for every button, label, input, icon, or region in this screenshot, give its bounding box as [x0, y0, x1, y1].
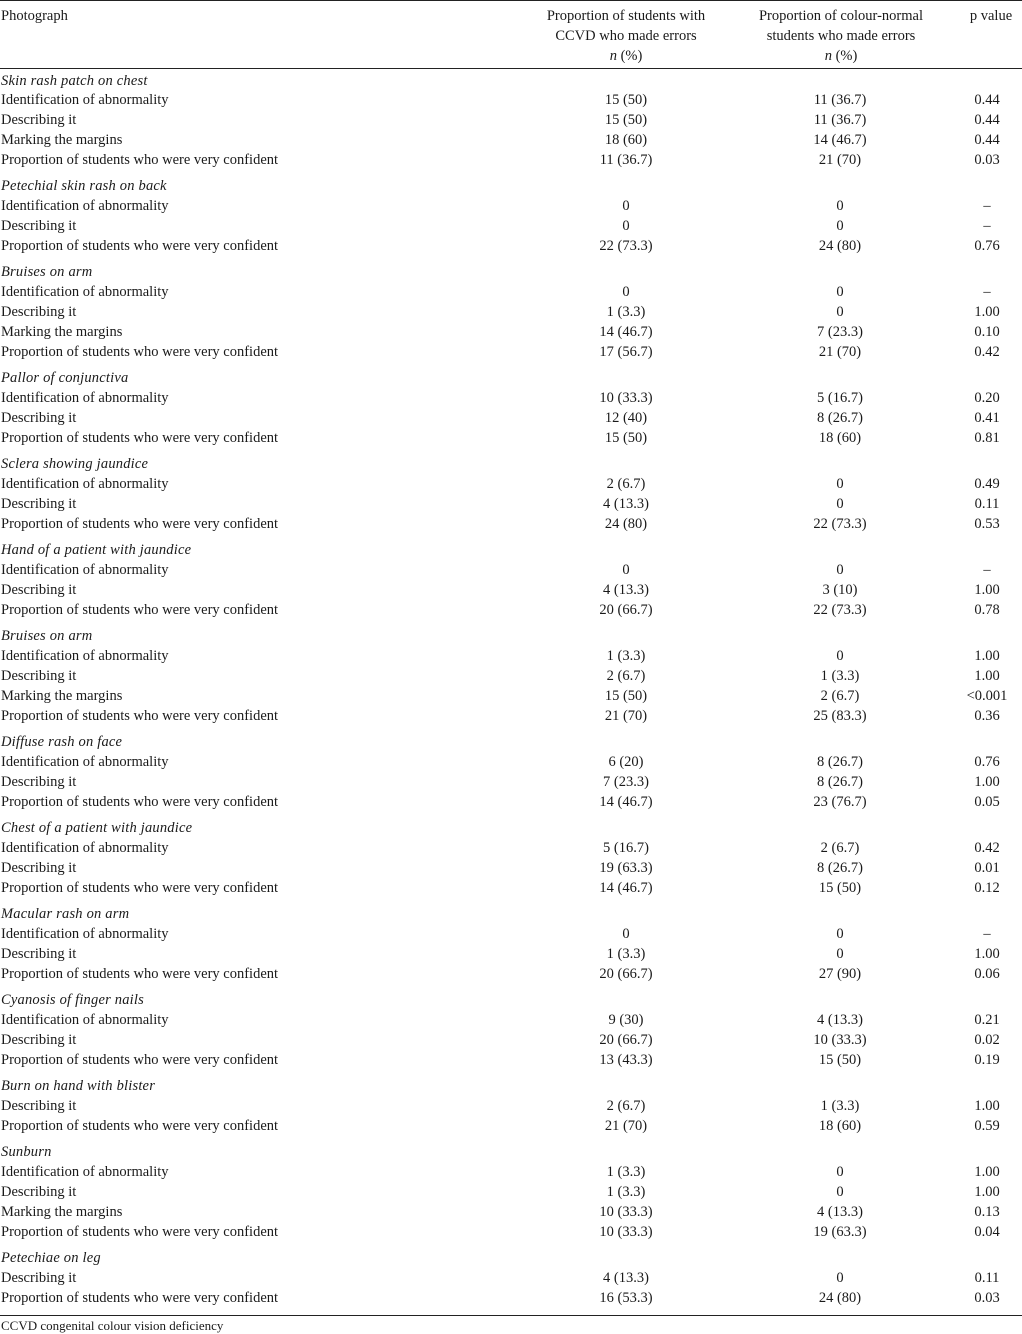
ccvd-errors-cell: 12 (40): [604, 410, 648, 426]
p-value-cell: 0.21: [974, 1012, 1000, 1028]
normal-errors-cell: 23 (76.7): [813, 794, 867, 810]
group-heading: Hand of a patient with jaundice: [1, 542, 192, 558]
p-value-cell: <0.001: [966, 688, 1008, 704]
normal-errors-cell: 19 (63.3): [813, 1224, 867, 1240]
row-measure-label: Proportion of students who were very confident: [1, 1290, 279, 1306]
table-row: [0, 408, 1022, 428]
group-heading: Skin rash patch on chest: [1, 73, 148, 89]
normal-errors-cell: 18 (60): [818, 1118, 862, 1134]
ccvd-errors-cell: 19 (63.3): [599, 860, 653, 876]
header-ccvd-unit: [514, 46, 738, 66]
ccvd-errors-cell: 15 (50): [604, 688, 648, 704]
ccvd-errors-cell: 10 (33.3): [599, 1224, 653, 1240]
row-measure-label: Proportion of students who were very confident: [1, 602, 279, 618]
row-measure-label: Identification of abnormality: [1, 562, 169, 578]
ccvd-errors-cell: 14 (46.7): [599, 794, 653, 810]
table-row: [0, 342, 1022, 362]
table-row: [0, 646, 1022, 666]
normal-errors-cell: 11 (36.7): [813, 112, 867, 128]
table-row: [0, 858, 1022, 878]
table-row: [0, 216, 1022, 236]
group-heading: Bruises on arm: [1, 264, 93, 280]
row-measure-label: Proportion of students who were very confident: [1, 430, 279, 446]
ccvd-errors-cell: 1 (3.3): [606, 1164, 646, 1180]
table-row: [0, 1288, 1022, 1308]
p-value-cell: 0.05: [974, 794, 1000, 810]
normal-errors-cell: 0: [836, 1270, 844, 1286]
header-ccvd-line-2: CCVD who made errors: [555, 28, 697, 44]
normal-errors-cell: 1 (3.3): [820, 668, 860, 684]
group-heading-row: [0, 454, 1022, 474]
normal-errors-cell: 8 (26.7): [817, 754, 863, 770]
row-measure-label: Proportion of students who were very confident: [1, 238, 279, 254]
p-value-cell: –: [983, 218, 991, 234]
header-ccvd-errors: [514, 6, 738, 66]
p-value-cell: 1.00: [974, 582, 1000, 598]
normal-errors-cell: 0: [836, 476, 844, 492]
ccvd-errors-cell: 0: [622, 926, 630, 942]
p-value-cell: –: [983, 562, 991, 578]
ccvd-errors-cell: 1 (3.3): [606, 1184, 646, 1200]
ccvd-errors-cell: 7 (23.3): [603, 774, 649, 790]
table-row: [0, 944, 1022, 964]
table-row: [0, 514, 1022, 534]
table-row: [0, 792, 1022, 812]
p-value-cell: 1.00: [974, 668, 1000, 684]
table-row: [0, 1162, 1022, 1182]
group-heading-row: [0, 72, 1022, 90]
normal-errors-cell: 0: [836, 284, 844, 300]
p-value-cell: 0.03: [974, 1290, 1000, 1306]
table-row: [0, 772, 1022, 792]
header-photograph: [1, 6, 68, 26]
ccvd-errors-cell: 2 (6.7): [606, 668, 646, 684]
normal-errors-cell: 4 (13.3): [817, 1204, 863, 1220]
group-heading-row: [0, 1076, 1022, 1096]
group-heading: Petechial skin rash on back: [1, 178, 167, 194]
normal-errors-cell: 0: [836, 1164, 844, 1180]
table-row: [0, 110, 1022, 130]
ccvd-errors-cell: 1 (3.3): [606, 946, 646, 962]
row-measure-label: Identification of abnormality: [1, 1164, 169, 1180]
ccvd-errors-cell: 10 (33.3): [599, 390, 653, 406]
p-value-cell: –: [983, 198, 991, 214]
ccvd-errors-cell: 15 (50): [604, 112, 648, 128]
row-measure-label: Marking the margins: [1, 324, 123, 340]
p-value-cell: 0.19: [974, 1052, 1000, 1068]
row-measure-label: Identification of abnormality: [1, 284, 169, 300]
table-row: [0, 302, 1022, 322]
ccvd-errors-cell: 18 (60): [604, 132, 648, 148]
group-heading-row: [0, 818, 1022, 838]
p-value-cell: 0.12: [974, 880, 1000, 896]
table-row: [0, 474, 1022, 494]
ccvd-errors-cell: 4 (13.3): [603, 496, 649, 512]
ccvd-errors-cell: 15 (50): [604, 92, 648, 108]
group-heading-row: [0, 1248, 1022, 1268]
table-row: [0, 388, 1022, 408]
p-value-cell: 1.00: [974, 1164, 1000, 1180]
ccvd-errors-cell: 13 (43.3): [599, 1052, 653, 1068]
normal-errors-cell: 7 (23.3): [817, 324, 863, 340]
p-value-cell: 0.36: [974, 708, 1000, 724]
normal-errors-cell: 15 (50): [818, 880, 862, 896]
row-measure-label: Proportion of students who were very confident: [1, 1224, 279, 1240]
table-row: [0, 580, 1022, 600]
table-row: [0, 1010, 1022, 1030]
row-measure-label: Describing it: [1, 218, 77, 234]
p-value-cell: 0.10: [974, 324, 1000, 340]
row-measure-label: Identification of abnormality: [1, 1012, 169, 1028]
table-row: [0, 196, 1022, 216]
group-heading-row: [0, 904, 1022, 924]
p-value-cell: 1.00: [974, 648, 1000, 664]
row-measure-label: Identification of abnormality: [1, 754, 169, 770]
p-value-cell: 0.04: [974, 1224, 1000, 1240]
normal-errors-cell: 10 (33.3): [813, 1032, 867, 1048]
p-value-cell: 0.59: [974, 1118, 1000, 1134]
header-normal-unit: [730, 46, 952, 66]
ccvd-errors-cell: 2 (6.7): [606, 1098, 646, 1114]
p-value-cell: 1.00: [974, 304, 1000, 320]
table-row: [0, 236, 1022, 256]
row-measure-label: Describing it: [1, 1270, 77, 1286]
normal-errors-cell: 3 (10): [822, 582, 858, 598]
p-value-cell: 0.78: [974, 602, 1000, 618]
table-row: [0, 1030, 1022, 1050]
ccvd-errors-cell: 20 (66.7): [599, 966, 653, 982]
ccvd-errors-cell: 20 (66.7): [599, 602, 653, 618]
table-footnote: CCVD congenital colour vision deficiency: [1, 1318, 224, 1333]
header-normal-errors: [730, 6, 952, 66]
row-measure-label: Describing it: [1, 668, 77, 684]
p-value-cell: 0.44: [974, 132, 1000, 148]
p-value-cell: 1.00: [974, 946, 1000, 962]
group-heading: Bruises on arm: [1, 628, 93, 644]
ccvd-errors-cell: 0: [622, 218, 630, 234]
group-heading: Diffuse rash on face: [1, 734, 123, 750]
table-row: [0, 130, 1022, 150]
row-measure-label: Identification of abnormality: [1, 648, 169, 664]
header-p-value: [960, 6, 1022, 26]
normal-errors-cell: 15 (50): [818, 1052, 862, 1068]
p-value-cell: 1.00: [974, 774, 1000, 790]
ccvd-errors-cell: 1 (3.3): [606, 304, 646, 320]
ccvd-errors-cell: 11 (36.7): [599, 152, 653, 168]
row-measure-label: Proportion of students who were very confident: [1, 794, 279, 810]
normal-errors-cell: 4 (13.3): [817, 1012, 863, 1028]
ccvd-errors-cell: 14 (46.7): [599, 880, 653, 896]
table-row: [0, 150, 1022, 170]
table-row: [0, 838, 1022, 858]
row-measure-label: Marking the margins: [1, 688, 123, 704]
table-row: [0, 666, 1022, 686]
group-heading: Chest of a patient with jaundice: [1, 820, 193, 836]
p-value-cell: –: [983, 284, 991, 300]
p-value-cell: 0.01: [974, 860, 1000, 876]
row-measure-label: Describing it: [1, 1098, 77, 1114]
p-value-cell: 0.49: [974, 476, 1000, 492]
p-value-cell: 0.02: [974, 1032, 1000, 1048]
table-row: [0, 322, 1022, 342]
table-row: [0, 752, 1022, 772]
table-row: [0, 686, 1022, 706]
table-row: [0, 494, 1022, 514]
row-measure-label: Describing it: [1, 1184, 77, 1200]
normal-errors-cell: 21 (70): [818, 152, 862, 168]
ccvd-errors-cell: 0: [622, 198, 630, 214]
normal-errors-cell: 22 (73.3): [813, 516, 867, 532]
table-row: [0, 428, 1022, 448]
row-measure-label: Identification of abnormality: [1, 926, 169, 942]
row-measure-label: Describing it: [1, 860, 77, 876]
p-value-cell: 0.44: [974, 92, 1000, 108]
row-measure-label: Identification of abnormality: [1, 92, 169, 108]
row-measure-label: Describing it: [1, 582, 77, 598]
table-row: [0, 1268, 1022, 1288]
group-heading-row: [0, 1142, 1022, 1162]
normal-errors-cell: 1 (3.3): [820, 1098, 860, 1114]
normal-errors-cell: 21 (70): [818, 344, 862, 360]
row-measure-label: Identification of abnormality: [1, 390, 169, 406]
p-value-cell: 0.44: [974, 112, 1000, 128]
group-heading-row: [0, 176, 1022, 196]
table-row: [0, 1222, 1022, 1242]
row-measure-label: Identification of abnormality: [1, 198, 169, 214]
normal-errors-cell: 2 (6.7): [820, 688, 860, 704]
group-heading: Sclera showing jaundice: [1, 456, 149, 472]
header-normal-n: n: [824, 48, 832, 64]
table-row: [0, 600, 1022, 620]
group-heading-row: [0, 990, 1022, 1010]
normal-errors-cell: 27 (90): [818, 966, 862, 982]
row-measure-label: Marking the margins: [1, 132, 123, 148]
p-value-cell: 0.41: [974, 410, 1000, 426]
normal-errors-cell: 8 (26.7): [817, 774, 863, 790]
ccvd-errors-cell: 21 (70): [604, 708, 648, 724]
p-value-cell: 0.13: [974, 1204, 1000, 1220]
table-body: [0, 72, 1022, 1308]
table-header-rule: [0, 68, 1022, 69]
table-header: [0, 6, 1022, 66]
table-row: [0, 1096, 1022, 1116]
table-row: [0, 1202, 1022, 1222]
normal-errors-cell: 0: [836, 648, 844, 664]
normal-errors-cell: 2 (6.7): [820, 840, 860, 856]
group-heading: Petechiae on leg: [1, 1250, 101, 1266]
table-row: [0, 90, 1022, 110]
row-measure-label: Identification of abnormality: [1, 476, 169, 492]
row-measure-label: Proportion of students who were very confident: [1, 344, 279, 360]
row-measure-label: Proportion of students who were very confident: [1, 880, 279, 896]
normal-errors-cell: 0: [836, 1184, 844, 1200]
group-heading: Pallor of conjunctiva: [1, 370, 129, 386]
normal-errors-cell: 22 (73.3): [813, 602, 867, 618]
group-heading: Burn on hand with blister: [1, 1078, 156, 1094]
normal-errors-cell: 24 (80): [818, 1290, 862, 1306]
row-measure-label: Marking the margins: [1, 1204, 123, 1220]
row-measure-label: Proportion of students who were very confident: [1, 516, 279, 532]
table-row: [0, 1182, 1022, 1202]
p-value-cell: 0.20: [974, 390, 1000, 406]
table-row: [0, 560, 1022, 580]
ccvd-errors-cell: 17 (56.7): [599, 344, 653, 360]
table-row: [0, 924, 1022, 944]
ccvd-errors-cell: 20 (66.7): [599, 1032, 653, 1048]
ccvd-errors-cell: 9 (30): [608, 1012, 644, 1028]
row-measure-label: Describing it: [1, 112, 77, 128]
ccvd-errors-cell: 0: [622, 562, 630, 578]
header-normal-line-2: students who made errors: [766, 28, 916, 44]
ccvd-errors-cell: 0: [622, 284, 630, 300]
normal-errors-cell: 24 (80): [818, 238, 862, 254]
table-row: [0, 706, 1022, 726]
group-heading: Macular rash on arm: [1, 906, 130, 922]
p-value-cell: 0.11: [974, 496, 1000, 512]
normal-errors-cell: 0: [836, 198, 844, 214]
normal-errors-cell: 0: [836, 946, 844, 962]
row-measure-label: Describing it: [1, 410, 77, 426]
normal-errors-cell: 14 (46.7): [813, 132, 867, 148]
normal-errors-cell: 0: [836, 304, 844, 320]
ccvd-errors-cell: 10 (33.3): [599, 1204, 653, 1220]
row-measure-label: Describing it: [1, 774, 77, 790]
normal-errors-cell: 0: [836, 496, 844, 512]
ccvd-errors-cell: 4 (13.3): [603, 582, 649, 598]
group-heading-row: [0, 368, 1022, 388]
ccvd-errors-cell: 24 (80): [604, 516, 648, 532]
normal-errors-cell: 18 (60): [818, 430, 862, 446]
group-heading: Cyanosis of finger nails: [1, 992, 144, 1008]
ccvd-errors-cell: 22 (73.3): [599, 238, 653, 254]
header-ccvd-n: n: [609, 48, 617, 64]
p-value-cell: 0.42: [974, 344, 1000, 360]
ccvd-errors-cell: 1 (3.3): [606, 648, 646, 664]
normal-errors-cell: 0: [836, 926, 844, 942]
p-value-cell: 0.11: [974, 1270, 1000, 1286]
ccvd-errors-cell: 2 (6.7): [606, 476, 646, 492]
p-value-cell: 1.00: [974, 1184, 1000, 1200]
p-value-cell: 0.03: [974, 152, 1000, 168]
p-value-cell: 0.53: [974, 516, 1000, 532]
p-value-cell: 0.42: [974, 840, 1000, 856]
normal-errors-cell: 11 (36.7): [813, 92, 867, 108]
table-bottom-rule: [0, 1315, 1022, 1316]
ccvd-errors-cell: 14 (46.7): [599, 324, 653, 340]
p-value-cell: –: [983, 926, 991, 942]
table-row: [0, 1050, 1022, 1070]
header-ccvd-percent: (%): [616, 48, 643, 64]
ccvd-errors-cell: 6 (20): [608, 754, 644, 770]
row-measure-label: Proportion of students who were very confident: [1, 708, 279, 724]
row-measure-label: Describing it: [1, 304, 77, 320]
row-measure-label: Proportion of students who were very confident: [1, 1118, 279, 1134]
row-measure-label: Describing it: [1, 946, 77, 962]
row-measure-label: Proportion of students who were very confident: [1, 152, 279, 168]
ccvd-errors-cell: 16 (53.3): [599, 1290, 653, 1306]
header-p-value-label: p value: [969, 8, 1013, 24]
header-photograph-label: Photograph: [1, 8, 68, 24]
ccvd-errors-cell: 4 (13.3): [603, 1270, 649, 1286]
normal-errors-cell: 8 (26.7): [817, 410, 863, 426]
normal-errors-cell: 0: [836, 218, 844, 234]
ccvd-errors-cell: 21 (70): [604, 1118, 648, 1134]
table-row: [0, 878, 1022, 898]
table-row: [0, 282, 1022, 302]
group-heading-row: [0, 262, 1022, 282]
row-measure-label: Identification of abnormality: [1, 840, 169, 856]
group-heading-row: [0, 732, 1022, 752]
p-value-cell: 0.81: [974, 430, 1000, 446]
header-normal-line-1: Proportion of colour-normal: [758, 8, 923, 24]
ccvd-errors-cell: 15 (50): [604, 430, 648, 446]
group-heading-row: [0, 626, 1022, 646]
row-measure-label: Describing it: [1, 496, 77, 512]
table-row: [0, 964, 1022, 984]
p-value-cell: 1.00: [974, 1098, 1000, 1114]
row-measure-label: Proportion of students who were very confident: [1, 1052, 279, 1068]
p-value-cell: 0.06: [974, 966, 1000, 982]
p-value-cell: 0.76: [974, 754, 1000, 770]
normal-errors-cell: 0: [836, 562, 844, 578]
normal-errors-cell: 8 (26.7): [817, 860, 863, 876]
row-measure-label: Describing it: [1, 1032, 77, 1048]
header-normal-percent: (%): [831, 48, 858, 64]
group-heading: Sunburn: [1, 1144, 52, 1160]
table-row: [0, 1116, 1022, 1136]
normal-errors-cell: 5 (16.7): [817, 390, 863, 406]
p-value-cell: 0.76: [974, 238, 1000, 254]
group-heading-row: [0, 540, 1022, 560]
row-measure-label: Proportion of students who were very confident: [1, 966, 279, 982]
normal-errors-cell: 25 (83.3): [813, 708, 867, 724]
table-top-rule: [0, 0, 1022, 1]
ccvd-errors-cell: 5 (16.7): [603, 840, 649, 856]
header-ccvd-line-1: Proportion of students with: [546, 8, 706, 24]
